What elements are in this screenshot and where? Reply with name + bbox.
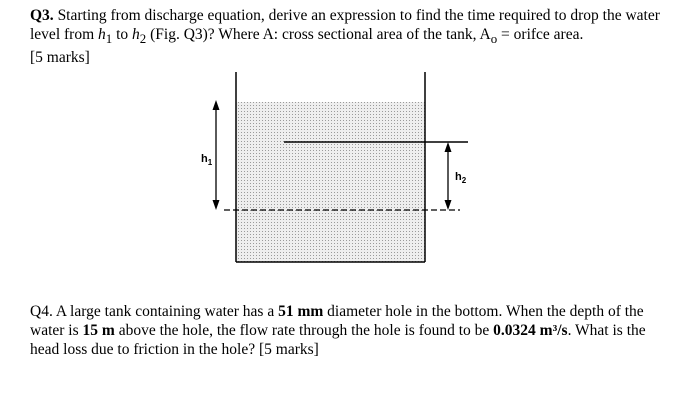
question-3-text-c: (Fig. Q3)? Where A: cross sectional area of the tank, A [146, 26, 491, 43]
water-depth: 15 m [82, 322, 115, 339]
h1-arrow-up-head [213, 100, 220, 110]
h2-arrow-up-head [445, 142, 452, 152]
tank-figure [190, 72, 490, 272]
orifice-area-subscript: o [490, 31, 498, 47]
question-4-text-4: . What is the head loss due to friction in the hole? [5 marks] [30, 322, 646, 358]
h2-variable: h [132, 26, 140, 43]
hole-diameter: 51 mm [278, 303, 324, 320]
question-4-text-3: above the hole, the flow rate through the hole is found to be [114, 322, 494, 339]
question-3-text-b: to [112, 26, 133, 43]
question-3-marks: [5 marks] [30, 49, 90, 67]
h2-subscript: 2 [139, 31, 147, 47]
h1-subscript: 1 [105, 31, 113, 47]
question-3 [30, 6, 670, 67]
question-4-number: Q4. [30, 303, 53, 320]
question-3-text-d: = orifce area. [497, 26, 584, 43]
h2-label: $h_2$ [455, 171, 467, 185]
h1-label: $h_1$ [201, 153, 213, 167]
question-3-number: Q3. [30, 7, 54, 24]
h2-arrow-down-head [445, 200, 452, 210]
question-4 [30, 302, 670, 359]
water-fill [236, 102, 425, 262]
h1-variable: h [98, 26, 106, 43]
flow-rate: 0.0324 m³/s [493, 322, 568, 339]
question-3-text-a: Starting from discharge equation, derive an expression to find the time required to drop the water level from [30, 7, 660, 43]
question-4-text-2: diameter hole in the bottom. When the depth of the water is [30, 303, 644, 339]
h1-arrow-down-head [213, 200, 220, 210]
tank-diagram [190, 72, 490, 272]
question-4-text-1: A large tank containing water has a [52, 303, 279, 320]
